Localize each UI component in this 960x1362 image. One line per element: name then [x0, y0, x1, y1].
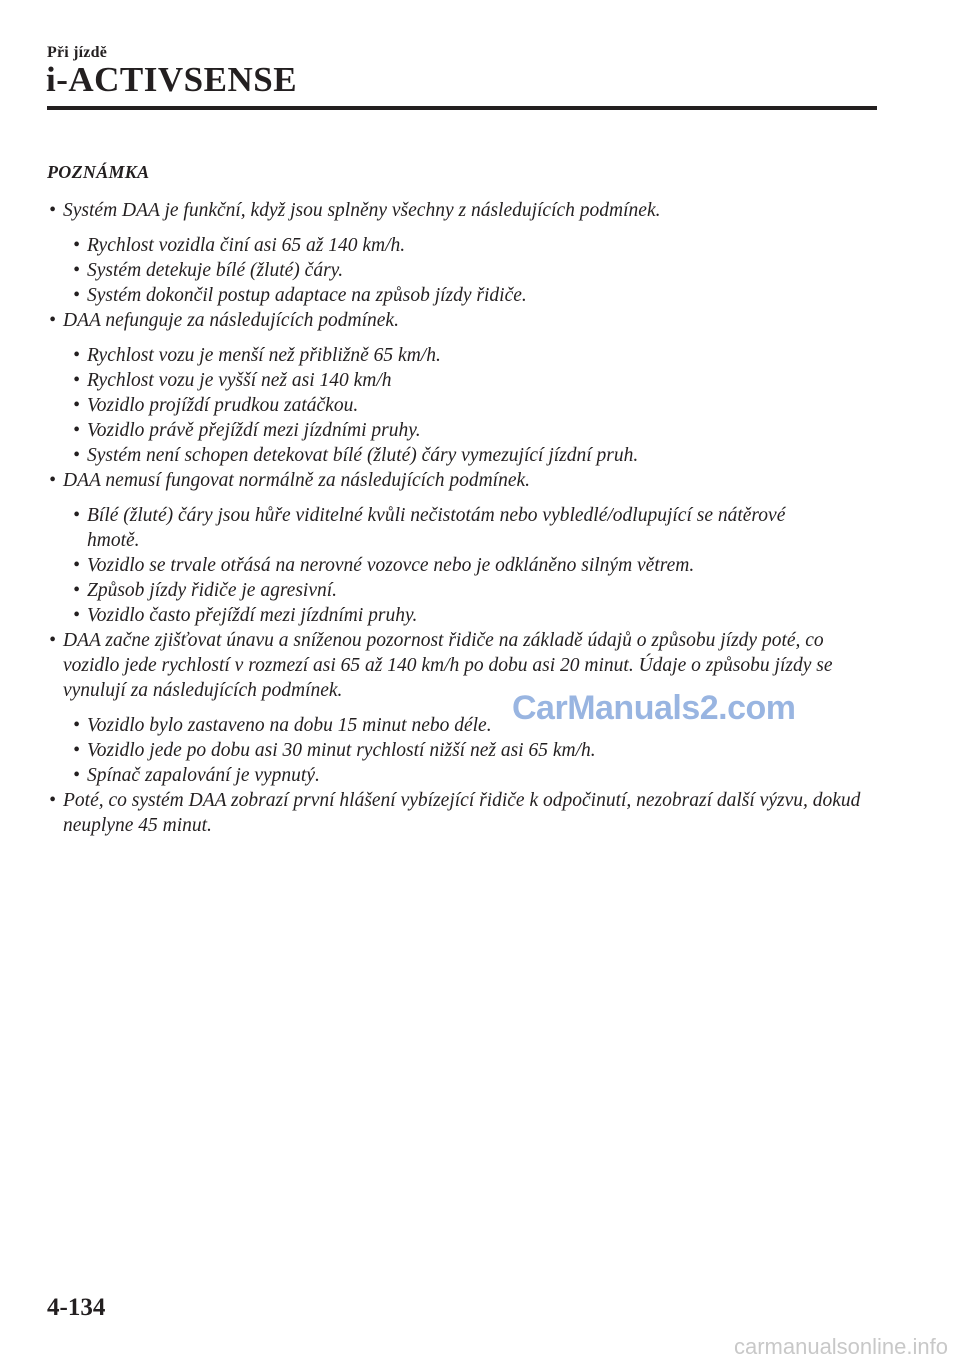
bullet-icon: • [73, 580, 80, 601]
note-item-text: Systém DAA je funkční, když jsou splněny všechny z následujících podmínek. [63, 200, 661, 221]
footer-url: carmanualsonline.info [733, 1334, 948, 1359]
note-item [47, 788, 863, 838]
note-heading: POZNÁMKA [47, 162, 150, 182]
note-subitem [71, 763, 887, 788]
note-subitem [71, 738, 887, 763]
note-item [47, 198, 887, 223]
note-subitem [71, 368, 887, 393]
note-item [47, 308, 887, 333]
note-subitem-text: Systém detekuje bílé (žluté) čáry. [87, 260, 344, 281]
note-item [47, 468, 887, 493]
bullet-icon: • [49, 310, 56, 331]
note-subitem-text: Systém není schopen detekovat bílé (žluté) čáry vymezující jízdní pruh. [87, 445, 639, 466]
note-item-text: DAA začne zjišťovat únavu a sníženou pozornost řidiče na základě údajů o způsobu jízdy poté, co vozidlo jede rychlostí v rozmezí asi 65 až 140 km/h po dobu asi 20 minut. Údaje o způsobu jízdy se vynulují za následujících podmínek. [63, 630, 833, 701]
note-subitem-text: Vozidlo bylo zastaveno na dobu 15 minut nebo déle. [87, 715, 492, 736]
note-subitem-text: Vozidlo právě přejíždí mezi jízdními pruhy. [87, 420, 421, 441]
bullet-icon: • [73, 420, 80, 441]
note-subitem-text: Vozidlo často přejíždí mezi jízdními pruhy. [87, 605, 418, 626]
title-rule [47, 106, 877, 110]
bullet-icon: • [73, 740, 80, 761]
note-subitem [71, 553, 887, 578]
bullet-icon: • [73, 395, 80, 416]
note-subitem-text: Rychlost vozu je menší než přibližně 65 km/h. [87, 345, 441, 366]
note-subitem [71, 258, 887, 283]
bullet-icon: • [73, 555, 80, 576]
note-subitem-text: Rychlost vozidla činí asi 65 až 140 km/h. [87, 235, 406, 256]
note-subitem [71, 443, 887, 468]
note-block [47, 160, 887, 838]
note-subitem [71, 503, 827, 553]
note-subitem [71, 343, 887, 368]
note-subitem-text: Bílé (žluté) čáry jsou hůře viditelné kvůli nečistotám nebo vybledlé/odlupující se nátěrové hmotě. [87, 505, 786, 551]
note-subitem [71, 393, 887, 418]
note-subitem-text: Způsob jízdy řidiče je agresivní. [87, 580, 338, 601]
bullet-icon: • [73, 260, 80, 281]
bullet-icon: • [73, 505, 80, 526]
note-item-text: DAA nefunguje za následujících podmínek. [63, 310, 399, 331]
bullet-icon: • [73, 605, 80, 626]
bullet-icon: • [49, 200, 56, 221]
bullet-icon: • [49, 790, 56, 811]
note-subitem-text: Vozidlo projíždí prudkou zatáčkou. [87, 395, 359, 416]
chapter-title: i-ACTIVSENSE [46, 60, 298, 99]
bullet-icon: • [49, 470, 56, 491]
page-number: 4-134 [47, 1294, 106, 1321]
bullet-icon: • [73, 715, 80, 736]
bullet-icon: • [73, 370, 80, 391]
note-subitem [71, 418, 887, 443]
bullet-icon: • [73, 765, 80, 786]
note-subitem-text: Vozidlo se trvale otřásá na nerovné vozovce nebo je odkláněno silným větrem. [87, 555, 695, 576]
bullet-icon: • [73, 445, 80, 466]
bullet-icon: • [73, 285, 80, 306]
note-subitem [71, 578, 887, 603]
note-subitem-text: Rychlost vozu je vyšší než asi 140 km/h [87, 370, 392, 391]
section-label: Při jízdě [47, 44, 107, 61]
note-subitem [71, 283, 887, 308]
note-subitem-text: Systém dokončil postup adaptace na způsob jízdy řidiče. [87, 285, 527, 306]
note-item-text: Poté, co systém DAA zobrazí první hlášení vybízející řidiče k odpočinutí, nezobrazí další výzvu, dokud neuplyne 45 minut. [63, 790, 861, 836]
bullet-icon: • [73, 345, 80, 366]
watermark-logo: CarManuals2.com [512, 689, 796, 727]
bullet-icon: • [73, 235, 80, 256]
note-subitem-text: Spínač zapalování je vypnutý. [87, 765, 320, 786]
bullet-icon: • [49, 630, 56, 651]
note-item-text: DAA nemusí fungovat normálně za následujících podmínek. [63, 470, 531, 491]
note-subitem [71, 603, 887, 628]
note-subitem-text: Vozidlo jede po dobu asi 30 minut rychlostí nižší než asi 65 km/h. [87, 740, 596, 761]
note-subitem [71, 233, 887, 258]
